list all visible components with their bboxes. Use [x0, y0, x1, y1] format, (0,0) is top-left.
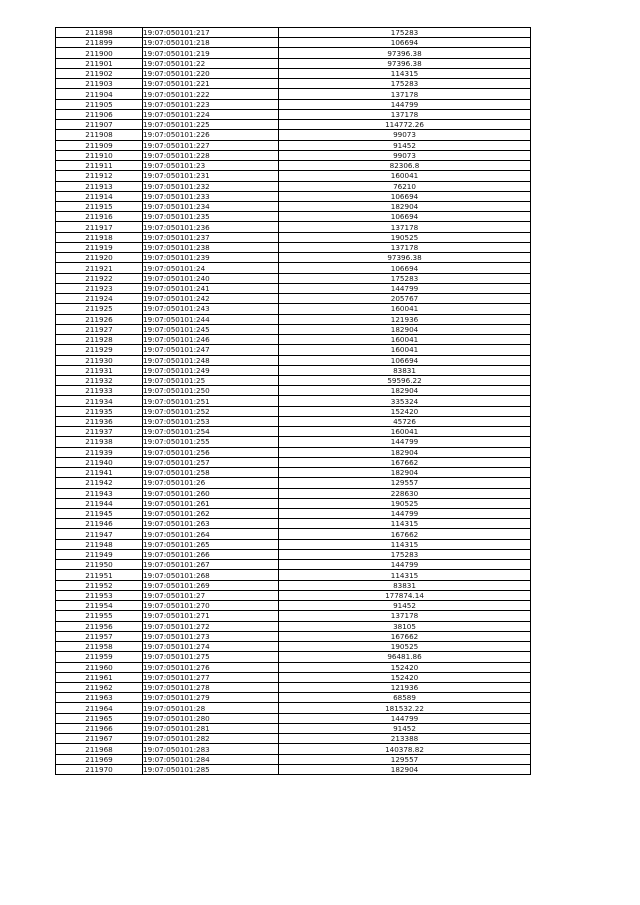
- value-cell: 106694: [279, 263, 531, 273]
- value-cell: 144799: [279, 99, 531, 109]
- row-number-cell: 211916: [56, 212, 143, 222]
- row-number-cell: 211958: [56, 642, 143, 652]
- row-number-cell: 211949: [56, 549, 143, 559]
- row-number-cell: 211919: [56, 242, 143, 252]
- row-number-cell: 211962: [56, 683, 143, 693]
- value-cell: 144799: [279, 560, 531, 570]
- table-row: [56, 191, 531, 201]
- cadastral-number-cell: 19:07:050101:268: [143, 570, 279, 580]
- row-number-cell: 211931: [56, 365, 143, 375]
- value-cell: 106694: [279, 38, 531, 48]
- table-row: [56, 212, 531, 222]
- cadastral-number-cell: 19:07:050101:256: [143, 447, 279, 457]
- row-number-cell: 211953: [56, 590, 143, 600]
- value-cell: 190525: [279, 642, 531, 652]
- value-cell: 114315: [279, 570, 531, 580]
- cadastral-number-cell: 19:07:050101:282: [143, 734, 279, 744]
- table-row: [56, 79, 531, 89]
- row-number-cell: 211970: [56, 764, 143, 774]
- table-row: [56, 437, 531, 447]
- value-cell: 182904: [279, 201, 531, 211]
- cadastral-number-cell: 19:07:050101:258: [143, 468, 279, 478]
- cadastral-number-cell: 19:07:050101:237: [143, 232, 279, 242]
- row-number-cell: 211960: [56, 662, 143, 672]
- value-cell: 137178: [279, 242, 531, 252]
- row-number-cell: 211946: [56, 519, 143, 529]
- table-row: [56, 365, 531, 375]
- cadastral-number-cell: 19:07:050101:223: [143, 99, 279, 109]
- cadastral-number-cell: 19:07:050101:266: [143, 549, 279, 559]
- row-number-cell: 211941: [56, 468, 143, 478]
- value-cell: 121936: [279, 683, 531, 693]
- value-cell: 167662: [279, 457, 531, 467]
- cadastral-number-cell: 19:07:050101:276: [143, 662, 279, 672]
- table-row: [56, 478, 531, 488]
- row-number-cell: 211961: [56, 672, 143, 682]
- value-cell: 99073: [279, 130, 531, 140]
- cadastral-number-cell: 19:07:050101:269: [143, 580, 279, 590]
- row-number-cell: 211935: [56, 406, 143, 416]
- table-row: [56, 150, 531, 160]
- value-cell: 45726: [279, 416, 531, 426]
- row-number-cell: 211947: [56, 529, 143, 539]
- table-row: [56, 580, 531, 590]
- table-row: [56, 140, 531, 150]
- cadastral-number-cell: 19:07:050101:254: [143, 427, 279, 437]
- value-cell: 160041: [279, 171, 531, 181]
- table-row: [56, 314, 531, 324]
- table-row: [56, 642, 531, 652]
- table-row: [56, 68, 531, 78]
- row-number-cell: 211933: [56, 386, 143, 396]
- row-number-cell: 211902: [56, 68, 143, 78]
- row-number-cell: 211929: [56, 345, 143, 355]
- table-row: [56, 427, 531, 437]
- table-row: [56, 406, 531, 416]
- table-row: [56, 130, 531, 140]
- cadastral-number-cell: 19:07:050101:277: [143, 672, 279, 682]
- value-cell: 160041: [279, 345, 531, 355]
- cadastral-number-cell: 19:07:050101:245: [143, 324, 279, 334]
- table-row: [56, 457, 531, 467]
- table-row: [56, 294, 531, 304]
- cadastral-number-cell: 19:07:050101:257: [143, 457, 279, 467]
- value-cell: 160041: [279, 335, 531, 345]
- row-number-cell: 211937: [56, 427, 143, 437]
- row-number-cell: 211903: [56, 79, 143, 89]
- cadastral-number-cell: 19:07:050101:238: [143, 242, 279, 252]
- table-row: [56, 570, 531, 580]
- table-row: [56, 611, 531, 621]
- value-cell: 137178: [279, 611, 531, 621]
- row-number-cell: 211948: [56, 539, 143, 549]
- value-cell: 140378.82: [279, 744, 531, 754]
- cadastral-number-cell: 19:07:050101:248: [143, 355, 279, 365]
- row-number-cell: 211951: [56, 570, 143, 580]
- table-row: [56, 171, 531, 181]
- row-number-cell: 211944: [56, 498, 143, 508]
- cadastral-number-cell: 19:07:050101:232: [143, 181, 279, 191]
- row-number-cell: 211907: [56, 120, 143, 130]
- row-number-cell: 211959: [56, 652, 143, 662]
- cadastral-number-cell: 19:07:050101:279: [143, 693, 279, 703]
- cadastral-number-cell: 19:07:050101:244: [143, 314, 279, 324]
- row-number-cell: 211918: [56, 232, 143, 242]
- value-cell: 144799: [279, 713, 531, 723]
- row-number-cell: 211955: [56, 611, 143, 621]
- value-cell: 182904: [279, 764, 531, 774]
- value-cell: 175283: [279, 549, 531, 559]
- value-cell: 144799: [279, 509, 531, 519]
- row-number-cell: 211925: [56, 304, 143, 314]
- cadastral-number-cell: 19:07:050101:285: [143, 764, 279, 774]
- data-table: [55, 27, 531, 775]
- value-cell: 129557: [279, 754, 531, 764]
- value-cell: 182904: [279, 447, 531, 457]
- table-row: [56, 652, 531, 662]
- cadastral-number-cell: 19:07:050101:249: [143, 365, 279, 375]
- table-body: [56, 28, 531, 775]
- cadastral-number-cell: 19:07:050101:255: [143, 437, 279, 447]
- value-cell: 82306.8: [279, 161, 531, 171]
- table-row: [56, 683, 531, 693]
- table-row: [56, 754, 531, 764]
- table-row: [56, 201, 531, 211]
- row-number-cell: 211943: [56, 488, 143, 498]
- cadastral-number-cell: 19:07:050101:239: [143, 253, 279, 263]
- row-number-cell: 211922: [56, 273, 143, 283]
- table-row: [56, 764, 531, 774]
- value-cell: 182904: [279, 324, 531, 334]
- row-number-cell: 211917: [56, 222, 143, 232]
- cadastral-number-cell: 19:07:050101:22: [143, 58, 279, 68]
- value-cell: 114315: [279, 519, 531, 529]
- row-number-cell: 211945: [56, 509, 143, 519]
- cadastral-number-cell: 19:07:050101:28: [143, 703, 279, 713]
- cadastral-number-cell: 19:07:050101:250: [143, 386, 279, 396]
- table-row: [56, 181, 531, 191]
- row-number-cell: 211898: [56, 28, 143, 38]
- value-cell: 205767: [279, 294, 531, 304]
- cadastral-number-cell: 19:07:050101:262: [143, 509, 279, 519]
- table-row: [56, 693, 531, 703]
- value-cell: 91452: [279, 140, 531, 150]
- table-row: [56, 345, 531, 355]
- row-number-cell: 211954: [56, 601, 143, 611]
- row-number-cell: 211965: [56, 713, 143, 723]
- cadastral-number-cell: 19:07:050101:222: [143, 89, 279, 99]
- value-cell: 190525: [279, 498, 531, 508]
- row-number-cell: 211913: [56, 181, 143, 191]
- table-row: [56, 28, 531, 38]
- value-cell: 152420: [279, 672, 531, 682]
- table-row: [56, 375, 531, 385]
- table-row: [56, 99, 531, 109]
- table-row: [56, 283, 531, 293]
- cadastral-number-cell: 19:07:050101:264: [143, 529, 279, 539]
- cadastral-number-cell: 19:07:050101:231: [143, 171, 279, 181]
- row-number-cell: 211905: [56, 99, 143, 109]
- cadastral-number-cell: 19:07:050101:247: [143, 345, 279, 355]
- table-row: [56, 601, 531, 611]
- cadastral-number-cell: 19:07:050101:265: [143, 539, 279, 549]
- row-number-cell: 211950: [56, 560, 143, 570]
- value-cell: 152420: [279, 406, 531, 416]
- row-number-cell: 211942: [56, 478, 143, 488]
- cadastral-number-cell: 19:07:050101:283: [143, 744, 279, 754]
- cadastral-number-cell: 19:07:050101:240: [143, 273, 279, 283]
- row-number-cell: 211923: [56, 283, 143, 293]
- value-cell: 38105: [279, 621, 531, 631]
- table-row: [56, 662, 531, 672]
- table-row: [56, 89, 531, 99]
- row-number-cell: 211930: [56, 355, 143, 365]
- table-row: [56, 468, 531, 478]
- row-number-cell: 211924: [56, 294, 143, 304]
- cadastral-number-cell: 19:07:050101:261: [143, 498, 279, 508]
- cadastral-number-cell: 19:07:050101:221: [143, 79, 279, 89]
- cadastral-number-cell: 19:07:050101:253: [143, 416, 279, 426]
- value-cell: 106694: [279, 355, 531, 365]
- value-cell: 152420: [279, 662, 531, 672]
- cadastral-number-cell: 19:07:050101:25: [143, 375, 279, 385]
- cadastral-number-cell: 19:07:050101:278: [143, 683, 279, 693]
- cadastral-number-cell: 19:07:050101:270: [143, 601, 279, 611]
- row-number-cell: 211914: [56, 191, 143, 201]
- value-cell: 106694: [279, 212, 531, 222]
- row-number-cell: 211966: [56, 723, 143, 733]
- value-cell: 335324: [279, 396, 531, 406]
- table-row: [56, 723, 531, 733]
- value-cell: 114772.26: [279, 120, 531, 130]
- row-number-cell: 211911: [56, 161, 143, 171]
- row-number-cell: 211900: [56, 48, 143, 58]
- table-row: [56, 744, 531, 754]
- row-number-cell: 211910: [56, 150, 143, 160]
- table-row: [56, 498, 531, 508]
- table-row: [56, 222, 531, 232]
- table-row: [56, 386, 531, 396]
- value-cell: 114315: [279, 68, 531, 78]
- cadastral-number-cell: 19:07:050101:251: [143, 396, 279, 406]
- cadastral-number-cell: 19:07:050101:280: [143, 713, 279, 723]
- cadastral-number-cell: 19:07:050101:241: [143, 283, 279, 293]
- table-row: [56, 672, 531, 682]
- value-cell: 96481.86: [279, 652, 531, 662]
- table-row: [56, 447, 531, 457]
- cadastral-number-cell: 19:07:050101:246: [143, 335, 279, 345]
- row-number-cell: 211906: [56, 109, 143, 119]
- row-number-cell: 211968: [56, 744, 143, 754]
- table-row: [56, 263, 531, 273]
- value-cell: 76210: [279, 181, 531, 191]
- cadastral-number-cell: 19:07:050101:233: [143, 191, 279, 201]
- cadastral-number-cell: 19:07:050101:272: [143, 621, 279, 631]
- value-cell: 190525: [279, 232, 531, 242]
- value-cell: 83831: [279, 580, 531, 590]
- cadastral-number-cell: 19:07:050101:224: [143, 109, 279, 119]
- cadastral-number-cell: 19:07:050101:273: [143, 631, 279, 641]
- value-cell: 182904: [279, 386, 531, 396]
- row-number-cell: 211938: [56, 437, 143, 447]
- table-row: [56, 273, 531, 283]
- cadastral-number-cell: 19:07:050101:284: [143, 754, 279, 764]
- row-number-cell: 211909: [56, 140, 143, 150]
- row-number-cell: 211932: [56, 375, 143, 385]
- value-cell: 97396.38: [279, 253, 531, 263]
- row-number-cell: 211964: [56, 703, 143, 713]
- table-row: [56, 232, 531, 242]
- row-number-cell: 211969: [56, 754, 143, 764]
- value-cell: 177874.14: [279, 590, 531, 600]
- cadastral-number-cell: 19:07:050101:271: [143, 611, 279, 621]
- row-number-cell: 211899: [56, 38, 143, 48]
- cadastral-number-cell: 19:07:050101:235: [143, 212, 279, 222]
- cadastral-number-cell: 19:07:050101:27: [143, 590, 279, 600]
- cadastral-number-cell: 19:07:050101:236: [143, 222, 279, 232]
- row-number-cell: 211936: [56, 416, 143, 426]
- table-row: [56, 621, 531, 631]
- cadastral-number-cell: 19:07:050101:225: [143, 120, 279, 130]
- cadastral-number-cell: 19:07:050101:281: [143, 723, 279, 733]
- cadastral-number-cell: 19:07:050101:24: [143, 263, 279, 273]
- cadastral-number-cell: 19:07:050101:217: [143, 28, 279, 38]
- value-cell: 97396.38: [279, 48, 531, 58]
- cadastral-number-cell: 19:07:050101:260: [143, 488, 279, 498]
- value-cell: 228630: [279, 488, 531, 498]
- row-number-cell: 211926: [56, 314, 143, 324]
- value-cell: 68589: [279, 693, 531, 703]
- table-row: [56, 713, 531, 723]
- row-number-cell: 211957: [56, 631, 143, 641]
- value-cell: 175283: [279, 28, 531, 38]
- table-row: [56, 120, 531, 130]
- cadastral-number-cell: 19:07:050101:267: [143, 560, 279, 570]
- row-number-cell: 211908: [56, 130, 143, 140]
- row-number-cell: 211952: [56, 580, 143, 590]
- table-row: [56, 109, 531, 119]
- table-row: [56, 48, 531, 58]
- value-cell: 181532.22: [279, 703, 531, 713]
- table-row: [56, 539, 531, 549]
- cadastral-number-cell: 19:07:050101:263: [143, 519, 279, 529]
- cadastral-number-cell: 19:07:050101:220: [143, 68, 279, 78]
- cadastral-number-cell: 19:07:050101:234: [143, 201, 279, 211]
- row-number-cell: 211912: [56, 171, 143, 181]
- value-cell: 144799: [279, 437, 531, 447]
- table-row: [56, 416, 531, 426]
- cadastral-number-cell: 19:07:050101:274: [143, 642, 279, 652]
- value-cell: 182904: [279, 468, 531, 478]
- table-row: [56, 304, 531, 314]
- cadastral-number-cell: 19:07:050101:26: [143, 478, 279, 488]
- table-row: [56, 509, 531, 519]
- row-number-cell: 211963: [56, 693, 143, 703]
- table-row: [56, 253, 531, 263]
- value-cell: 137178: [279, 89, 531, 99]
- value-cell: 91452: [279, 723, 531, 733]
- value-cell: 99073: [279, 150, 531, 160]
- value-cell: 59596.22: [279, 375, 531, 385]
- row-number-cell: 211939: [56, 447, 143, 457]
- row-number-cell: 211956: [56, 621, 143, 631]
- value-cell: 167662: [279, 631, 531, 641]
- row-number-cell: 211940: [56, 457, 143, 467]
- value-cell: 91452: [279, 601, 531, 611]
- row-number-cell: 211915: [56, 201, 143, 211]
- table-row: [56, 242, 531, 252]
- row-number-cell: 211921: [56, 263, 143, 273]
- value-cell: 160041: [279, 427, 531, 437]
- cadastral-number-cell: 19:07:050101:23: [143, 161, 279, 171]
- table-row: [56, 529, 531, 539]
- value-cell: 106694: [279, 191, 531, 201]
- cadastral-number-cell: 19:07:050101:226: [143, 130, 279, 140]
- value-cell: 175283: [279, 79, 531, 89]
- value-cell: 137178: [279, 109, 531, 119]
- value-cell: 97396.38: [279, 58, 531, 68]
- table-row: [56, 631, 531, 641]
- table-row: [56, 549, 531, 559]
- value-cell: 114315: [279, 539, 531, 549]
- value-cell: 175283: [279, 273, 531, 283]
- cadastral-number-cell: 19:07:050101:218: [143, 38, 279, 48]
- table-row: [56, 560, 531, 570]
- cadastral-number-cell: 19:07:050101:275: [143, 652, 279, 662]
- table-row: [56, 324, 531, 334]
- table-row: [56, 161, 531, 171]
- table-row: [56, 38, 531, 48]
- value-cell: 167662: [279, 529, 531, 539]
- cadastral-number-cell: 19:07:050101:242: [143, 294, 279, 304]
- cadastral-number-cell: 19:07:050101:228: [143, 150, 279, 160]
- row-number-cell: 211904: [56, 89, 143, 99]
- table-row: [56, 590, 531, 600]
- table-row: [56, 734, 531, 744]
- cadastral-number-cell: 19:07:050101:243: [143, 304, 279, 314]
- value-cell: 83831: [279, 365, 531, 375]
- row-number-cell: 211920: [56, 253, 143, 263]
- table-row: [56, 335, 531, 345]
- row-number-cell: 211928: [56, 335, 143, 345]
- value-cell: 160041: [279, 304, 531, 314]
- value-cell: 121936: [279, 314, 531, 324]
- row-number-cell: 211927: [56, 324, 143, 334]
- row-number-cell: 211934: [56, 396, 143, 406]
- table-row: [56, 58, 531, 68]
- cadastral-number-cell: 19:07:050101:252: [143, 406, 279, 416]
- table-row: [56, 519, 531, 529]
- table-row: [56, 703, 531, 713]
- table-row: [56, 396, 531, 406]
- table-row: [56, 355, 531, 365]
- value-cell: 129557: [279, 478, 531, 488]
- cadastral-number-cell: 19:07:050101:227: [143, 140, 279, 150]
- value-cell: 213388: [279, 734, 531, 744]
- value-cell: 144799: [279, 283, 531, 293]
- row-number-cell: 211967: [56, 734, 143, 744]
- cadastral-number-cell: 19:07:050101:219: [143, 48, 279, 58]
- row-number-cell: 211901: [56, 58, 143, 68]
- value-cell: 137178: [279, 222, 531, 232]
- table-row: [56, 488, 531, 498]
